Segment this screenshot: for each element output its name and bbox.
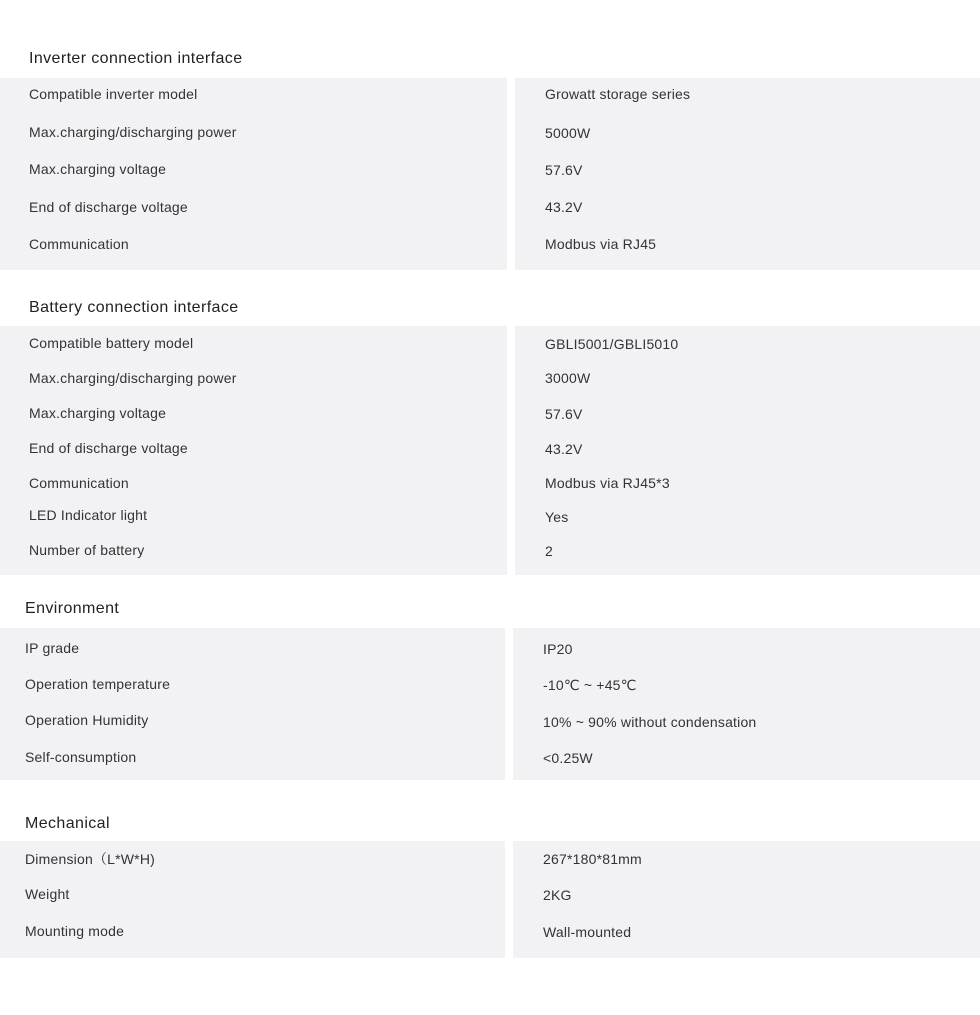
spec-label: Max.charging/discharging power [29, 370, 237, 386]
spec-value: Modbus via RJ45 [545, 236, 657, 252]
spec-label: Operation temperature [25, 676, 171, 692]
spec-value: 57.6V [545, 406, 583, 422]
spec-value: 267*180*81mm [543, 851, 642, 867]
spec-label: Self-consumption [25, 749, 137, 765]
spec-label: Compatible battery model [29, 335, 194, 351]
spec-value: Growatt storage series [545, 86, 691, 102]
spec-value: <0.25W [543, 750, 593, 766]
section-title: Battery connection interface [29, 299, 239, 316]
spec-label: LED Indicator light [29, 507, 148, 523]
spec-label: IP grade [25, 640, 80, 656]
spec-value: Modbus via RJ45*3 [545, 475, 670, 491]
spec-label: End of discharge voltage [29, 440, 188, 456]
spec-label: Communication [29, 236, 129, 252]
spec-label: Max.charging voltage [29, 405, 167, 421]
spec-label: Communication [29, 475, 129, 491]
spec-value: 2 [545, 543, 553, 559]
spec-value: Yes [545, 509, 569, 525]
spec-value: GBLI5001/GBLI5010 [545, 336, 679, 352]
spec-value: 43.2V [545, 199, 583, 215]
spec-value: 10% ~ 90% without condensation [543, 714, 757, 730]
spec-label: Weight [25, 886, 70, 902]
spec-label: Operation Humidity [25, 712, 149, 728]
spec-value: 2KG [543, 887, 572, 903]
section-title: Inverter connection interface [29, 50, 243, 67]
spec-label: Max.charging voltage [29, 161, 167, 177]
spec-value: IP20 [543, 641, 573, 657]
spec-value: -10℃ ~ +45℃ [543, 677, 637, 693]
spec-label: End of discharge voltage [29, 199, 188, 215]
section-title: Mechanical [25, 815, 110, 832]
spec-label: Number of battery [29, 542, 145, 558]
value-panel [515, 326, 980, 575]
spec-label: Max.charging/discharging power [29, 124, 237, 140]
spec-value: 5000W [545, 125, 591, 141]
spec-value: 3000W [545, 370, 591, 386]
spec-label: Dimension（L*W*H) [25, 851, 156, 867]
spec-label: Compatible inverter model [29, 86, 198, 102]
spec-label: Mounting mode [25, 923, 125, 939]
spec-value: Wall-mounted [543, 924, 632, 940]
spec-value: 43.2V [545, 441, 583, 457]
spec-value: 57.6V [545, 162, 583, 178]
section-title: Environment [25, 600, 120, 617]
